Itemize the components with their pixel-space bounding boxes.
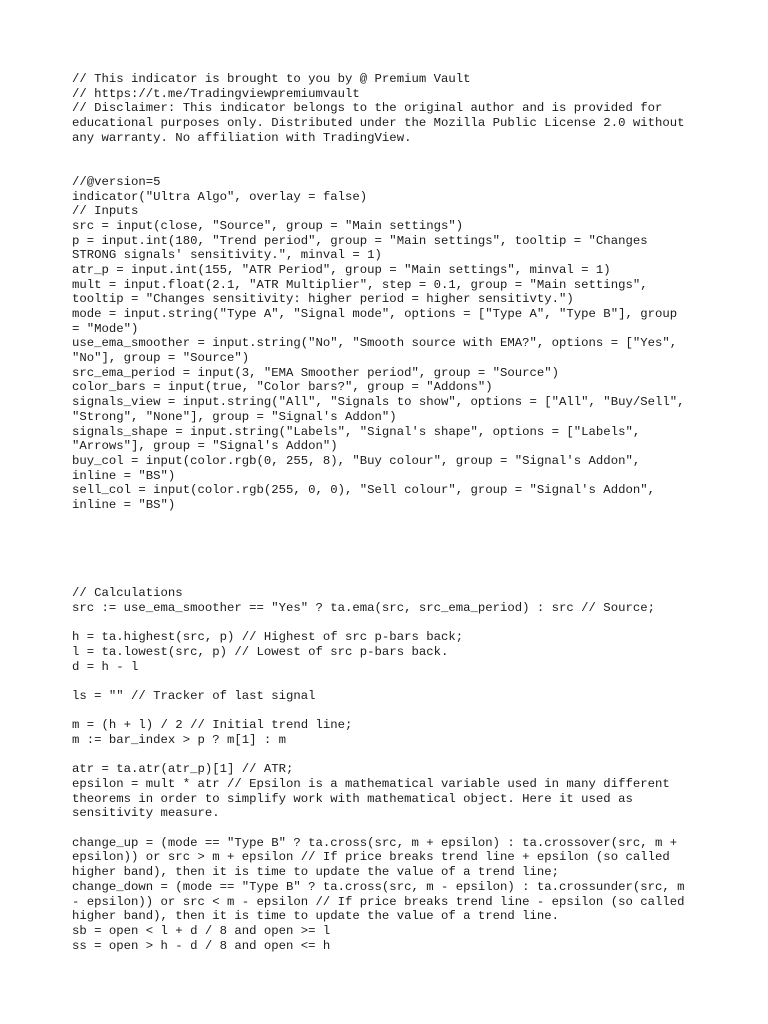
code-line: src_ema_period = input(3, "EMA Smoother period", group = "Source") bbox=[72, 365, 560, 380]
code-line: sell_col = input(color.rgb(255, 0, 0), "Sell colour", group = "Signal's Addon", bbox=[72, 483, 655, 498]
code-line: // https://t.me/Tradingviewpremiumvault bbox=[72, 86, 360, 101]
code-line: = "Mode") bbox=[72, 321, 139, 336]
code-line: higher band), then it is time to update the value of a trend line. bbox=[72, 909, 560, 924]
code-line: sensitivity measure. bbox=[72, 806, 220, 821]
code-line: h = ta.highest(src, p) // Highest of src p-bars back; bbox=[72, 630, 464, 645]
blank-line bbox=[72, 145, 712, 160]
code-line: m = (h + l) / 2 // Initial trend line; bbox=[72, 718, 353, 733]
code-line: signals_view = input.string("All", "Signals to show", options = ["All", "Buy/Sell", bbox=[72, 395, 685, 410]
blank-line bbox=[72, 160, 712, 175]
code-line: theorems in order to simplify work with mathematical object. Here it used as bbox=[72, 791, 633, 806]
blank-line bbox=[72, 542, 712, 557]
code-line: buy_col = input(color.rgb(0, 255, 8), "Buy colour", group = "Signal's Addon", bbox=[72, 453, 641, 468]
blank-line bbox=[72, 615, 712, 630]
code-line: "Strong", "None"], group = "Signal's Addon") bbox=[72, 409, 397, 424]
code-line: epsilon = mult * atr // Epsilon is a mathematical variable used in many different bbox=[72, 777, 670, 791]
code-line: //@version=5 bbox=[72, 174, 161, 189]
code-line: signals_shape = input.string("Labels", "Signal's shape", options = ["Labels", bbox=[72, 424, 641, 439]
code-block bbox=[72, 72, 712, 953]
code-line: STRONG signals' sensitivity.", minval = 1) bbox=[72, 248, 382, 263]
code-line: any warranty. No affiliation with TradingView. bbox=[72, 130, 412, 145]
blank-line bbox=[72, 557, 712, 572]
code-line: indicator("Ultra Algo", overlay = false) bbox=[72, 189, 368, 204]
blank-line bbox=[72, 571, 712, 586]
code-line: inline = "BS") bbox=[72, 468, 176, 483]
code-line: change_down = (mode == "Type B" ? ta.cross(src, m - epsilon) : ta.crossunder(src, m bbox=[72, 879, 685, 894]
code-line: change_up = (mode == "Type B" ? ta.cross(src, m + epsilon) : ta.crossover(src, m + bbox=[72, 835, 678, 850]
code-line: atr = ta.atr(atr_p)[1] // ATR; bbox=[72, 762, 294, 777]
code-line: d = h - l bbox=[72, 659, 139, 674]
blank-line bbox=[72, 821, 712, 836]
code-line: higher band), then it is time to update the value of a trend line; bbox=[72, 865, 560, 880]
code-line: src := use_ema_smoother == "Yes" ? ta.ema(src, src_ema_period) : src // Source; bbox=[72, 600, 655, 615]
code-line: ls = "" // Tracker of last signal bbox=[72, 688, 316, 703]
code-line: use_ema_smoother = input.string("No", "Smooth source with EMA?", options = ["Yes", bbox=[72, 336, 678, 351]
code-line: educational purposes only. Distributed under the Mozilla Public License 2.0 without bbox=[72, 116, 685, 131]
code-line: - epsilon)) or src < m - epsilon // If price breaks trend line - epsilon (so called bbox=[72, 894, 685, 909]
code-line: epsilon)) or src > m + epsilon // If price breaks trend line + epsilon (so called bbox=[72, 850, 670, 865]
code-line: tooltip = "Changes sensitivity: higher period = higher sensitivty.") bbox=[72, 292, 574, 307]
code-line: "No"], group = "Source") bbox=[72, 351, 250, 366]
code-line: color_bars = input(true, "Color bars?", group = "Addons") bbox=[72, 380, 493, 395]
code-line: p = input.int(180, "Trend period", group = "Main settings", tooltip = "Changes bbox=[72, 233, 648, 248]
code-line: "Arrows"], group = "Signal's Addon") bbox=[72, 439, 338, 454]
code-line: inline = "BS") bbox=[72, 497, 176, 512]
code-line: // Disclaimer: This indicator belongs to the original author and is provided for bbox=[72, 101, 663, 116]
code-line: l = ta.lowest(src, p) // Lowest of src p-bars back. bbox=[72, 644, 449, 659]
code-line: m := bar_index > p ? m[1] : m bbox=[72, 732, 287, 747]
code-line: // Inputs bbox=[72, 204, 139, 219]
code-line: mult = input.float(2.1, "ATR Multiplier", step = 0.1, group = "Main settings", bbox=[72, 277, 648, 292]
code-line: // Calculations bbox=[72, 586, 183, 601]
blank-line bbox=[72, 704, 712, 719]
code-line: sb = open < l + d / 8 and open >= l bbox=[72, 923, 331, 938]
code-line: mode = input.string("Type A", "Signal mode", options = ["Type A", "Type B"], group bbox=[72, 307, 678, 321]
code-line: atr_p = input.int(155, "ATR Period", group = "Main settings", minval = 1) bbox=[72, 262, 611, 277]
code-line: ss = open > h - d / 8 and open <= h bbox=[72, 938, 331, 953]
code-line: src = input(close, "Source", group = "Main settings") bbox=[72, 218, 464, 233]
blank-line bbox=[72, 513, 712, 528]
code-line: // This indicator is brought to you by @ Premium Vault bbox=[72, 72, 471, 86]
blank-line bbox=[72, 748, 712, 763]
blank-line bbox=[72, 674, 712, 689]
blank-line bbox=[72, 527, 712, 542]
